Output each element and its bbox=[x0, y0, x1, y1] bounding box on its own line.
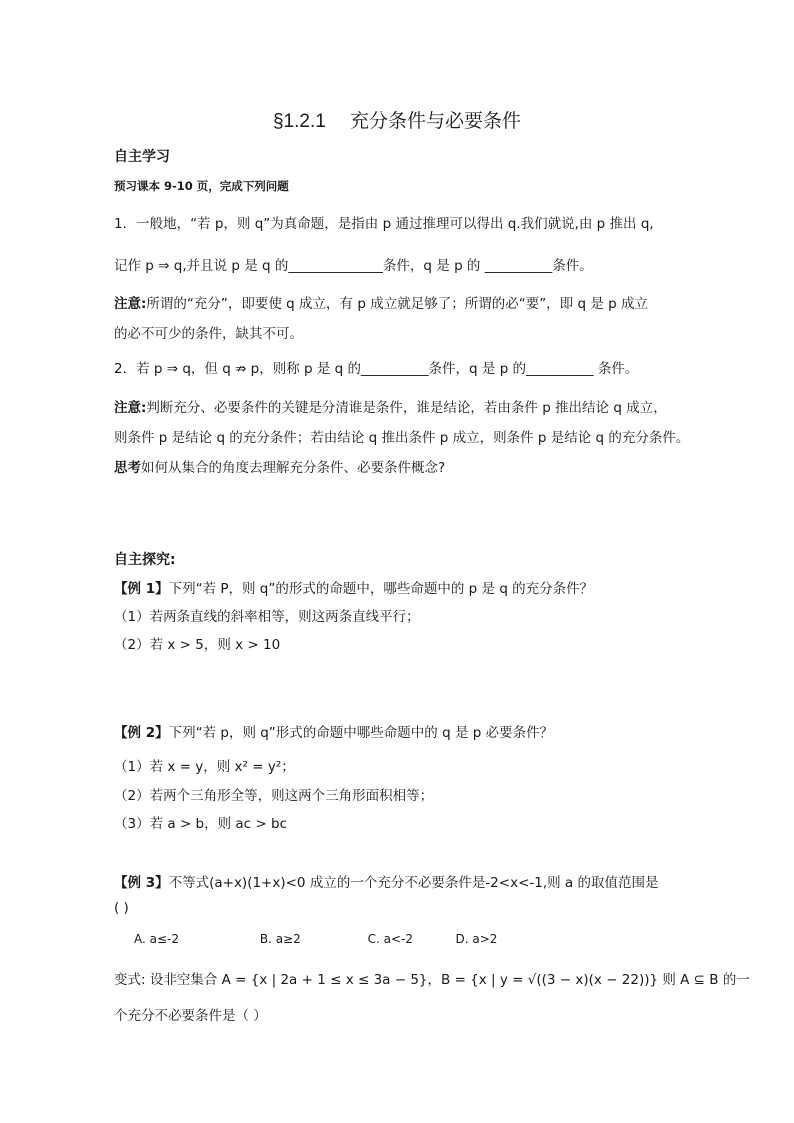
note-2-line-1 bbox=[114, 396, 724, 416]
options-row bbox=[134, 932, 724, 946]
note-2-line-2: 则条件 p 是结论 q 的充分条件；若由结论 q 推出条件 p 成立，则条件 p 是结论 q 的充分条件。 bbox=[114, 430, 690, 446]
example-2-item-1: （1）若 x = y，则 x² = y²； bbox=[114, 759, 295, 775]
section-number: §1.2.1 bbox=[272, 111, 326, 132]
example-3-answer-paren: ( ) bbox=[114, 900, 129, 916]
question-2: 2．若 p ⇒ q，但 q ⇏ p，则称 p 是 q 的__________条件，q 是 p 的__________ 条件。 bbox=[114, 361, 639, 377]
note-1-line-2: 的必不可少的条件，缺其不可。 bbox=[114, 326, 303, 342]
option-c: C. a<-2 bbox=[367, 932, 414, 946]
note-1-line-1 bbox=[114, 292, 724, 312]
title-text: 充分条件与必要条件 bbox=[349, 110, 521, 132]
preview-instruction: 预习课本 9-10 页，完成下列问题 bbox=[114, 179, 289, 193]
example-3-label: 【例 3】 bbox=[114, 875, 169, 891]
example-1-text: 下列“若 P，则 q”的形式的命题中，哪些命题中的 p 是 q 的充分条件？ bbox=[168, 581, 594, 597]
example-1-item-2: （2）若 x > 5，则 x > 10 bbox=[114, 637, 281, 653]
variant-line-1: 变式: 设非空集合 A = {x | 2a + 1 ≤ x ≤ 3a − 5}，B = {x | y = √((3 − x)(x − 22))} 则 A ⊆ B 的一 bbox=[114, 972, 750, 988]
self-study-heading: 自主学习 bbox=[114, 149, 170, 165]
example-1-label: 【例 1】 bbox=[114, 581, 169, 597]
option-a: A. a≤-2 bbox=[134, 932, 179, 946]
example-2-text: 下列“若 p，则 q”形式的命题中哪些命题中的 q 是 p 必要条件？ bbox=[168, 725, 554, 741]
option-b: B. a≥2 bbox=[259, 932, 301, 946]
example-2-label: 【例 2】 bbox=[114, 725, 169, 741]
variant-line-2: 个充分不必要条件是（ ） bbox=[114, 1008, 267, 1024]
question-1-line-1: 1．一般地，“若 p，则 q”为真命题，是指由 p 通过推理可以得出 q.我们就说,由 p 推出 q, bbox=[114, 216, 654, 232]
think-label: 思考 bbox=[114, 460, 141, 476]
example-3 bbox=[114, 871, 724, 891]
think-text: 如何从集合的角度去理解充分条件、必要条件概念? bbox=[141, 460, 446, 476]
note-2-label: 注意: bbox=[114, 400, 147, 416]
page-title bbox=[0, 106, 794, 133]
note-1-label: 注意: bbox=[114, 296, 147, 312]
example-3-text: 不等式(a+x)(1+x)<0 成立的一个充分不必要条件是-2<x<-1,则 a 的取值范围是 bbox=[168, 875, 659, 891]
note-1-text: 所谓的“充分”，即要使 q 成立，有 p 成立就足够了；所谓的必“要”，即 q 是 p 成立 bbox=[146, 296, 648, 312]
note-2-text: 判断充分、必要条件的关键是分清谁是条件，谁是结论，若由条件 p 推出结论 q 成立， bbox=[146, 400, 667, 416]
example-2-item-3: （3）若 a > b，则 ac > bc bbox=[114, 816, 287, 832]
think-line bbox=[114, 456, 724, 476]
question-1-line-2: 记作 p ⇒ q,并且说 p 是 q 的______________条件，q 是 p 的 __________条件。 bbox=[114, 258, 593, 274]
example-1-item-1: （1）若两条直线的斜率相等，则这两条直线平行； bbox=[114, 609, 420, 625]
example-2 bbox=[114, 721, 724, 741]
option-d: D. a>2 bbox=[455, 932, 498, 946]
example-1 bbox=[114, 577, 724, 597]
example-2-item-2: （2）若两个三角形全等，则这两个三角形面积相等； bbox=[114, 788, 434, 804]
explore-heading: 自主探究: bbox=[114, 552, 176, 568]
